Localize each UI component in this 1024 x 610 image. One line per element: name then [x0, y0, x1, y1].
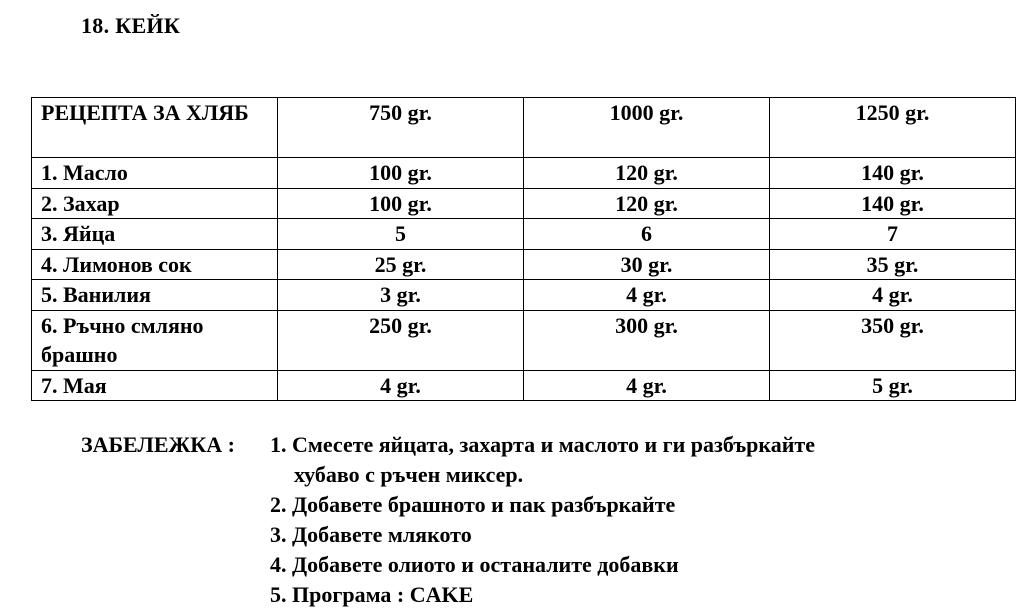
- table-header-row: [32, 98, 1016, 158]
- amount-750: 3 gr.: [278, 280, 524, 311]
- amount-750: 5: [278, 219, 524, 250]
- ingredient-name: 2. Захар: [32, 188, 278, 219]
- page-title: 18. КЕЙК: [81, 13, 181, 38]
- amount-1250: 7: [770, 219, 1016, 250]
- note-step-3: 3. Добавете млякото: [270, 522, 472, 547]
- ingredient-name: 6. Ръчно смляно брашно: [32, 310, 278, 370]
- amount-750: 100 gr.: [278, 158, 524, 189]
- amount-1250: 350 gr.: [770, 310, 1016, 370]
- note-step-1: 1. Смесете яйцата, захарта и маслото и ги разбъркайте: [270, 432, 815, 457]
- ingredient-name: 1. Масло: [32, 158, 278, 189]
- table-row-yeast: [32, 370, 1016, 401]
- amount-1250: 140 gr.: [770, 188, 1016, 219]
- amount-1000: 6: [524, 219, 770, 250]
- amount-1000: 30 gr.: [524, 249, 770, 280]
- header-cell-750: 750 gr.: [278, 98, 524, 158]
- table-row-vanilla: [32, 280, 1016, 311]
- amount-750: 25 gr.: [278, 249, 524, 280]
- amount-750: 250 gr.: [278, 310, 524, 370]
- amount-750: 100 gr.: [278, 188, 524, 219]
- ingredient-name: 3. Яйца: [32, 219, 278, 250]
- table-row-lemon-juice: [32, 249, 1016, 280]
- amount-1000: 300 gr.: [524, 310, 770, 370]
- header-cell-1250: 1250 gr.: [770, 98, 1016, 158]
- note-step-4: 4. Добавете олиото и останалите добавки: [270, 552, 679, 577]
- amount-1000: 4 gr.: [524, 280, 770, 311]
- note-step-1-continued: хубаво с ръчен миксер.: [294, 462, 524, 487]
- amount-1250: 35 gr.: [770, 249, 1016, 280]
- amount-1000: 4 gr.: [524, 370, 770, 401]
- note-step-2: 2. Добавете брашното и пак разбъркайте: [270, 492, 676, 517]
- amount-1250: 4 gr.: [770, 280, 1016, 311]
- table-row-sugar: [32, 188, 1016, 219]
- amount-750: 4 gr.: [278, 370, 524, 401]
- header-cell-1000: 1000 gr.: [524, 98, 770, 158]
- table-row-butter: [32, 158, 1016, 189]
- ingredient-name: 5. Ванилия: [32, 280, 278, 311]
- ingredient-name: 7. Мая: [32, 370, 278, 401]
- notes-label: ЗАБЕЛЕЖКА :: [81, 432, 235, 457]
- ingredient-name: 4. Лимонов сок: [32, 249, 278, 280]
- table-row-eggs: [32, 219, 1016, 250]
- header-cell-recipe: РЕЦЕПТА ЗА ХЛЯБ: [32, 98, 278, 158]
- note-step-5: 5. Програма : CAKE: [270, 582, 474, 607]
- recipe-table: [31, 97, 1016, 401]
- amount-1250: 5 gr.: [770, 370, 1016, 401]
- amount-1250: 140 gr.: [770, 158, 1016, 189]
- table-row-flour: [32, 310, 1016, 370]
- amount-1000: 120 gr.: [524, 188, 770, 219]
- amount-1000: 120 gr.: [524, 158, 770, 189]
